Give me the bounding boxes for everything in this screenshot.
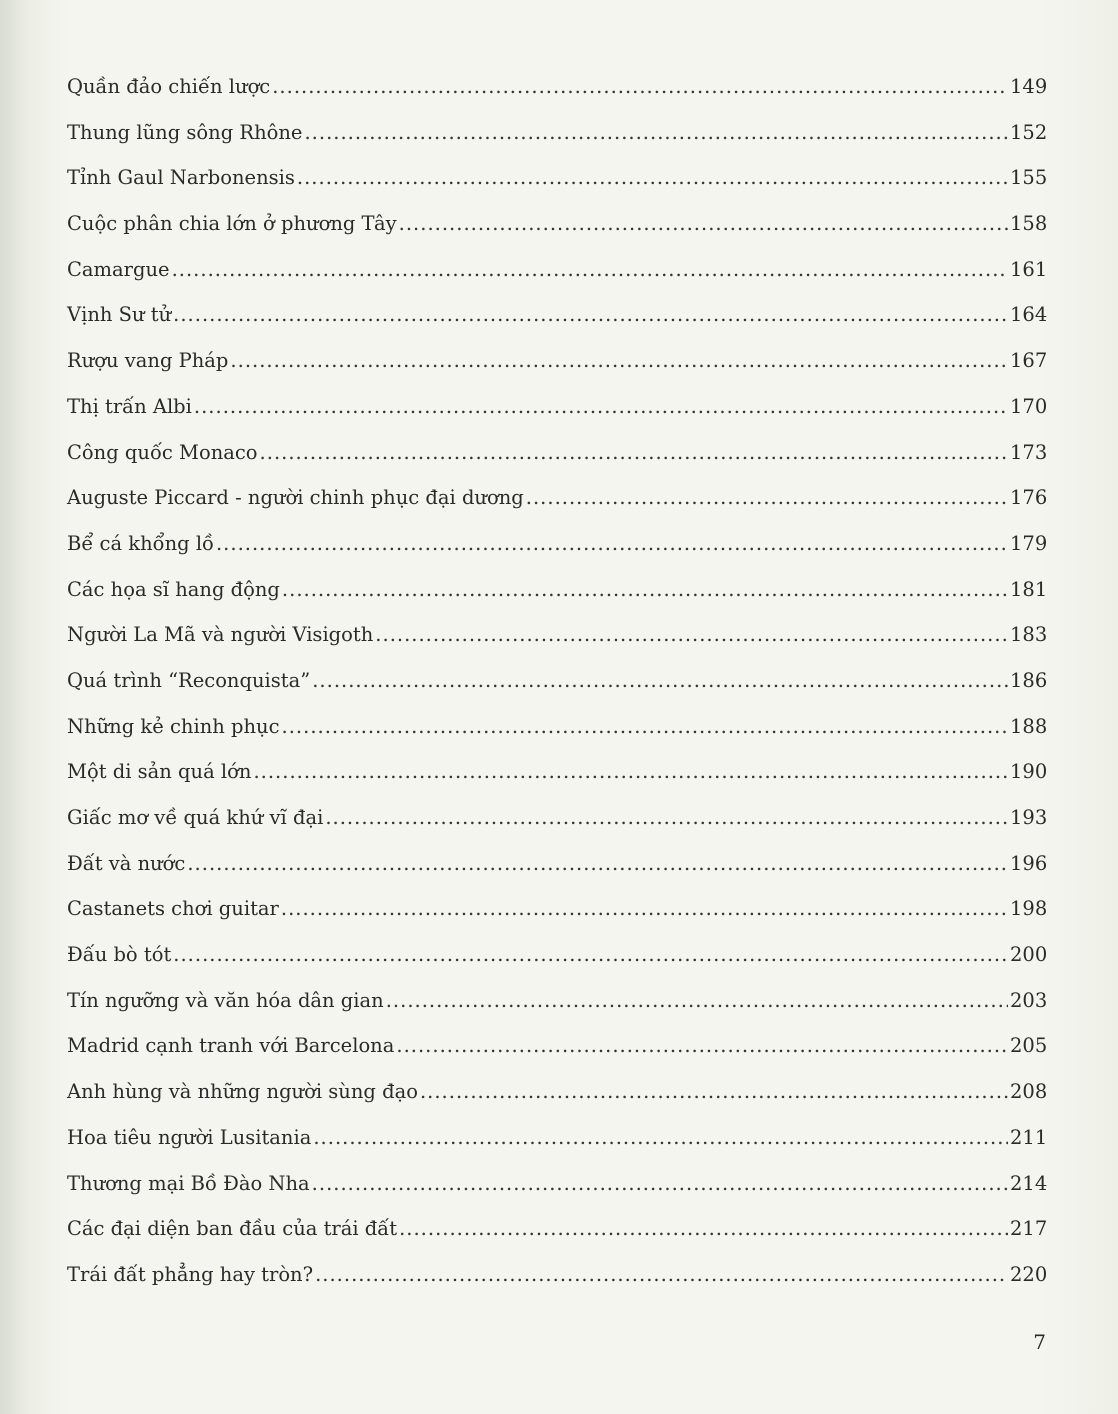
toc-entry-page: 149 bbox=[1010, 75, 1048, 98]
toc-entry-page: 186 bbox=[1010, 668, 1048, 692]
toc-entry-title: Anh hùng và những người sùng đạo bbox=[67, 1080, 418, 1104]
toc-entry-page: 161 bbox=[1010, 257, 1048, 281]
toc-leader-dots bbox=[304, 110, 1008, 156]
toc-entry bbox=[67, 430, 1048, 476]
toc-leader-dots bbox=[282, 704, 1008, 750]
toc-entry-title: Hoa tiêu người Lusitania bbox=[67, 1125, 312, 1149]
toc-entry bbox=[67, 795, 1048, 841]
toc-entry-page: 214 bbox=[1010, 1171, 1048, 1195]
toc-entry-title: Tín ngưỡng và văn hóa dân gian bbox=[67, 988, 384, 1012]
toc-entry bbox=[67, 749, 1048, 795]
toc-leader-dots bbox=[194, 384, 1008, 430]
toc-entry bbox=[67, 292, 1048, 338]
toc-entry bbox=[67, 978, 1048, 1024]
toc-entry bbox=[67, 1069, 1048, 1115]
toc-entry-title: Những kẻ chinh phục bbox=[67, 714, 280, 738]
toc-entry-title: Bể cá khổng lồ bbox=[67, 531, 214, 555]
toc-entry bbox=[67, 201, 1048, 247]
toc-entry bbox=[67, 521, 1048, 567]
toc-entry-title: Auguste Piccard - người chinh phục đại dương bbox=[67, 486, 524, 510]
toc-entry-page: 164 bbox=[1010, 303, 1048, 327]
toc-entry-page: 176 bbox=[1010, 486, 1048, 510]
toc-entry-title: Công quốc Monaco bbox=[67, 440, 258, 464]
toc-leader-dots bbox=[260, 430, 1008, 476]
toc-entry-page: 205 bbox=[1010, 1034, 1048, 1058]
toc-entry-page: 188 bbox=[1010, 714, 1048, 738]
toc-leader-dots bbox=[399, 201, 1008, 247]
toc-entry bbox=[67, 384, 1048, 430]
toc-entry-title: Quá trình “Reconquista” bbox=[67, 668, 311, 692]
toc-leader-dots bbox=[313, 1115, 1008, 1161]
toc-entry-title: Tỉnh Gaul Narbonensis bbox=[67, 166, 295, 190]
toc-entry-title: Các họa sĩ hang động bbox=[67, 577, 280, 601]
toc-entry-page: 193 bbox=[1010, 806, 1048, 829]
toc-entry-title: Các đại diện ban đầu của trái đất bbox=[67, 1217, 398, 1241]
toc-entry bbox=[67, 64, 1048, 110]
toc-leader-dots bbox=[173, 292, 1008, 338]
toc-entry-title: Một di sản quá lớn bbox=[67, 760, 252, 784]
toc-entry bbox=[67, 247, 1048, 293]
toc-entry bbox=[67, 841, 1048, 887]
toc-entry bbox=[67, 704, 1048, 750]
toc-entry-page: 190 bbox=[1010, 760, 1048, 784]
toc-leader-dots bbox=[315, 1252, 1008, 1298]
toc-entry-title: Quần đảo chiến lược bbox=[67, 75, 271, 98]
toc-leader-dots bbox=[253, 749, 1008, 795]
toc-entry-page: 173 bbox=[1010, 440, 1048, 464]
toc-leader-dots bbox=[230, 338, 1008, 384]
toc-entry bbox=[67, 567, 1048, 613]
toc-entry-page: 179 bbox=[1010, 531, 1048, 555]
toc-entry-title: Cuộc phân chia lớn ở phương Tây bbox=[67, 212, 397, 236]
toc-entry-title: Giấc mơ về quá khứ vĩ đại bbox=[67, 806, 324, 829]
toc-entry-page: 211 bbox=[1010, 1125, 1048, 1149]
toc-leader-dots bbox=[173, 932, 1008, 978]
toc-entry bbox=[67, 612, 1048, 658]
toc-entry-page: 198 bbox=[1010, 897, 1048, 921]
toc-entry-page: 170 bbox=[1010, 394, 1048, 418]
toc-leader-dots bbox=[272, 64, 1008, 110]
toc-leader-dots bbox=[386, 978, 1008, 1024]
toc-leader-dots bbox=[312, 1161, 1008, 1207]
toc-entry-title: Madrid cạnh tranh với Barcelona bbox=[67, 1034, 395, 1058]
toc-entry bbox=[67, 1252, 1048, 1298]
toc-entry-title: Rượu vang Pháp bbox=[67, 349, 229, 373]
toc-entry bbox=[67, 338, 1048, 384]
toc-entry bbox=[67, 475, 1048, 521]
toc-leader-dots bbox=[187, 841, 1008, 887]
toc-entry-page: 183 bbox=[1010, 623, 1048, 647]
toc-entry bbox=[67, 932, 1048, 978]
toc-entry-page: 167 bbox=[1010, 349, 1048, 373]
toc-entry bbox=[67, 110, 1048, 156]
toc-entry bbox=[67, 1161, 1048, 1207]
toc-leader-dots bbox=[281, 886, 1008, 932]
toc-leader-dots bbox=[312, 658, 1008, 704]
toc-entry bbox=[67, 658, 1048, 704]
toc-leader-dots bbox=[172, 247, 1008, 293]
toc-entry-title: Đất và nước bbox=[67, 851, 186, 875]
toc-entry-title: Castanets chơi guitar bbox=[67, 897, 279, 921]
toc-entry bbox=[67, 1023, 1048, 1069]
toc-leader-dots bbox=[375, 612, 1008, 658]
toc-entry-title: Thung lũng sông Rhône bbox=[67, 120, 303, 144]
toc-leader-dots bbox=[282, 567, 1008, 613]
toc-entry-page: 196 bbox=[1010, 851, 1048, 875]
table-of-contents bbox=[67, 64, 1048, 1298]
toc-entry-title: Trái đất phẳng hay tròn? bbox=[67, 1262, 314, 1286]
toc-entry-page: 208 bbox=[1010, 1080, 1048, 1104]
toc-leader-dots bbox=[526, 475, 1008, 521]
toc-leader-dots bbox=[420, 1069, 1008, 1115]
toc-entry-page: 217 bbox=[1010, 1217, 1048, 1241]
toc-entry-title: Đấu bò tót bbox=[67, 943, 172, 967]
toc-entry bbox=[67, 1115, 1048, 1161]
toc-entry-page: 181 bbox=[1010, 577, 1048, 601]
toc-entry-title: Thị trấn Albi bbox=[67, 394, 192, 418]
toc-entry bbox=[67, 1206, 1048, 1252]
toc-entry-title: Vịnh Sư tử bbox=[67, 303, 172, 327]
toc-entry-title: Người La Mã và người Visigoth bbox=[67, 623, 374, 647]
toc-leader-dots bbox=[325, 795, 1008, 841]
toc-leader-dots bbox=[399, 1206, 1008, 1252]
toc-entry-page: 200 bbox=[1010, 943, 1048, 967]
toc-entry-page: 158 bbox=[1010, 212, 1048, 236]
toc-entry-page: 155 bbox=[1010, 166, 1048, 190]
toc-entry-title: Camargue bbox=[67, 257, 170, 281]
toc-entry-title: Thương mại Bồ Đào Nha bbox=[67, 1171, 310, 1195]
toc-leader-dots bbox=[216, 521, 1008, 567]
page-number: 7 bbox=[1033, 1330, 1046, 1354]
toc-entry-page: 220 bbox=[1010, 1262, 1048, 1286]
toc-entry bbox=[67, 886, 1048, 932]
toc-leader-dots bbox=[297, 155, 1008, 201]
toc-entry bbox=[67, 155, 1048, 201]
toc-leader-dots bbox=[396, 1023, 1008, 1069]
toc-entry-page: 152 bbox=[1010, 120, 1048, 144]
toc-entry-page: 203 bbox=[1010, 988, 1048, 1012]
